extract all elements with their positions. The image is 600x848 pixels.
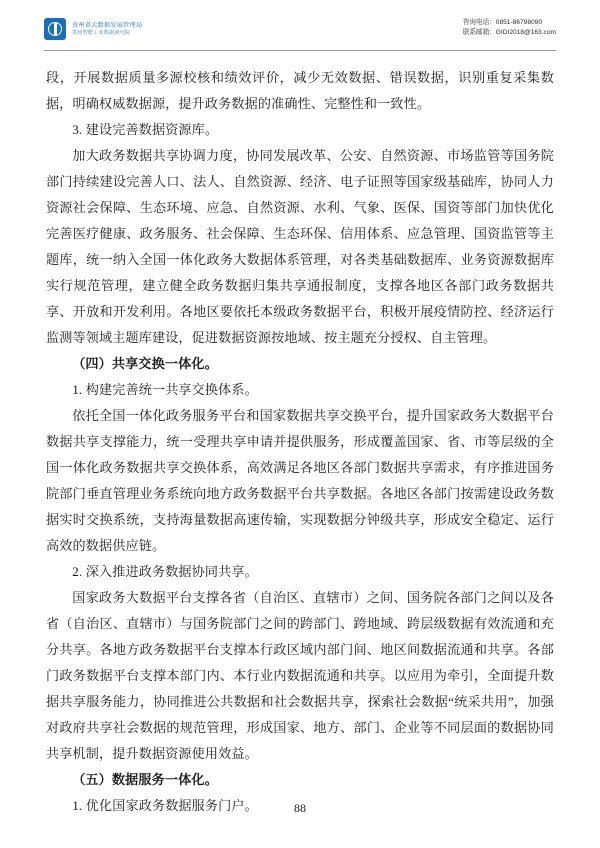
organization-brand <box>44 18 142 40</box>
paragraph-collaborative-sharing: 国家政务大数据平台支撑各省（自治区、直辖市）之间、国务院各部门之间以及各省（自治区、直辖市）与国务院部门之间的跨部门、跨地域、跨层级数据有效流通和充分共享。各地方政务数据平台支撑本行政区域内部门间、地区间数据流通和共享。各部门政务数据平台支撑本部门内、本行业内数据流通和共享。以应用为牵引，全面提升数据共享服务能力，协同推进公共数据和社会数据共享，探索社会数据“统采共用”，加强对政府共享社会数据的规范管理，形成国家、地方、部门、企业等不同层面的数据协同共享机制，提升数据资源使用效益。 <box>46 590 554 761</box>
organization-name-primary: 贵州省大数据发展管理局 <box>72 21 143 29</box>
heading-section-five: （五）数据服务一体化。 <box>72 772 218 787</box>
contact-phone: 咨询电话：0851-86798090 <box>462 19 542 26</box>
organization-name <box>72 22 142 36</box>
heading-build-exchange-system: 1. 构建完善统一共享交换体系。 <box>72 382 258 397</box>
contact-info <box>463 18 556 38</box>
paragraph-exchange-system: 依托全国一体化政务服务平台和国家数据共享交换平台，提升国家政务大数据平台数据共享支撑能力，统一受理共享申请并提供服务，形成覆盖国家、省、市等层级的全国一体化政务数据共享交换体系，高效满足各地区各部门数据共享需求，有序推进国务院部门垂直管理业务系统向地方政务数据平台共享数据。各地区各部门按需建设政务数据实时交换系统，支持海量数据高速传输，实现数据分钟级共享，形成安全稳定、运行高效的数据供应链。 <box>46 408 554 553</box>
heading-optimize-portal: 1. 优化国家政务数据服务门户。 <box>72 798 258 813</box>
contact-email: 联系邮箱：GIDI2018@163.com <box>462 29 556 37</box>
paragraph-resource-pool: 加大政务数据共享协调力度，协同发展改革、公安、自然资源、市场监管等国务院部门持续建设完善人口、法人、自然资源、经济、电子证照等国家级基础库，协同人力资源社会保障、生态环境、应急、自然资源、水利、气象、医保、国资等部门加快优化完善医疗健康、政务服务、社会保障、生态环保、信用体系、应急管理、国资监管等主题库，统一纳入全国一体化政务大数据体系管理，对各类基础数据库、业务资源数据库实行规范管理，建立健全政务数据归集共享通报制度，支撑各地区各部门政务数据共享、开放和开发利用。各地区要依托本级政务数据平台，积极开展疫情防控、经济运行监测等领域主题库建设，促进数据资源按地域、按主题充分授权、自主管理。 <box>46 148 554 345</box>
heading-build-resource-pool: 3. 建设完善数据资源库。 <box>72 122 219 137</box>
organization-name-secondary: 贵州智能工业数据研究院 <box>72 29 131 36</box>
page-header <box>0 0 600 44</box>
heading-collaborative-sharing: 2. 深入推进政务数据协同共享。 <box>72 564 258 579</box>
document-body <box>0 51 600 819</box>
paragraph-continuation: 段，开展数据质量多源校核和绩效评价，减少无效数据、错误数据，识别重复采集数据，明确权威数据源，提升政务数据的准确性、完整性和一致性。 <box>46 70 554 111</box>
organization-logo-icon <box>44 18 66 40</box>
page-number: 88 <box>294 801 306 815</box>
heading-section-four: （四）共享交换一体化。 <box>72 356 218 371</box>
